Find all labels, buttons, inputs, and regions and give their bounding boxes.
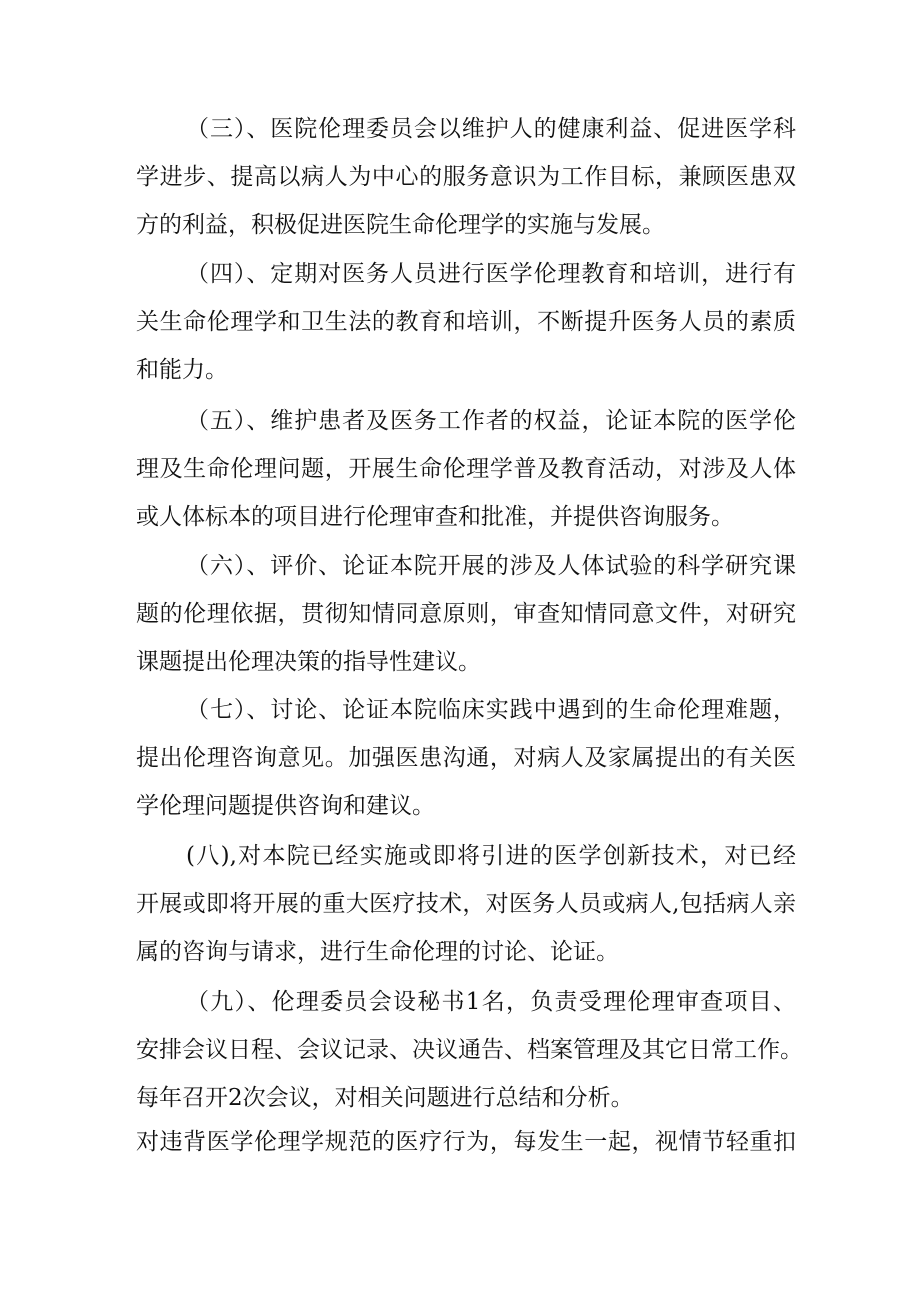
paragraph-9: [136, 978, 803, 1122]
text-line: （七）、讨论、论证本院临床实践中遇到的生命伦理难题，: [186, 697, 796, 723]
paragraph-8: [136, 832, 796, 976]
paragraph-4: [136, 250, 796, 394]
text-line: 开展或即将开展的重大医疗技术，对医务人员或病人,包括病人亲: [136, 891, 796, 917]
text-line: （四）、定期对医务人员进行医学伦理教育和培训，进行有: [186, 261, 796, 287]
text-line: 安排会议日程、会议记录、决议通告、档案管理及其它日常工作。: [136, 1037, 803, 1063]
paragraph-3: [136, 105, 796, 249]
text-line: 课题提出伦理决策的指导性建议。: [136, 649, 481, 675]
text-line: （九）、伦理委员会设秘书1名，负责受理伦理审查项目、: [186, 989, 796, 1015]
paragraph-5: [136, 397, 796, 541]
text-line: 方的利益，积极促进医院生命伦理学的实施与发展。: [136, 212, 665, 238]
text-line: 理及生命伦理问题，开展生命伦理学普及教育活动，对涉及人体: [136, 456, 796, 482]
text-line: 提出伦理咨询意见。加强医患沟通，对病人及家属提出的有关医: [136, 745, 796, 771]
text-line: 关生命伦理学和卫生法的教育和培训，不断提升医务人员的素质: [136, 309, 796, 335]
paragraph-6: [136, 542, 796, 686]
text-line: 属的咨询与请求，进行生命伦理的讨论、论证。: [136, 939, 619, 965]
text-line: 学进步、提高以病人为中心的服务意识为工作目标，兼顾医患双: [136, 164, 796, 190]
text-line: 学伦理问题提供咨询和建议。: [136, 793, 435, 819]
paragraph-7: [136, 686, 796, 830]
text-line: 每年召开2次会议，对相关问题进行总结和分析。: [136, 1085, 634, 1111]
paragraph-10: [136, 1118, 796, 1166]
text-line: (八),对本院已经实施或即将引进的医学创新技术，对已经: [186, 843, 796, 869]
text-line: 或人体标本的项目进行伦理审查和批准，并提供咨询服务。: [136, 504, 734, 530]
text-line: 对违背医学伦理学规范的医疗行为，每发生一起，视情节轻重扣: [136, 1129, 796, 1155]
text-line: （三）、医院伦理委员会以维护人的健康利益、促进医学科: [186, 116, 796, 142]
text-line: 题的伦理依据，贯彻知情同意原则，审查知情同意文件，对研究: [136, 601, 796, 627]
text-line: （五）、维护患者及医务工作者的权益，论证本院的医学伦: [186, 408, 796, 434]
text-line: （六）、评价、论证本院开展的涉及人体试验的科学研究课: [186, 553, 796, 579]
text-line: 和能力。: [136, 357, 228, 383]
